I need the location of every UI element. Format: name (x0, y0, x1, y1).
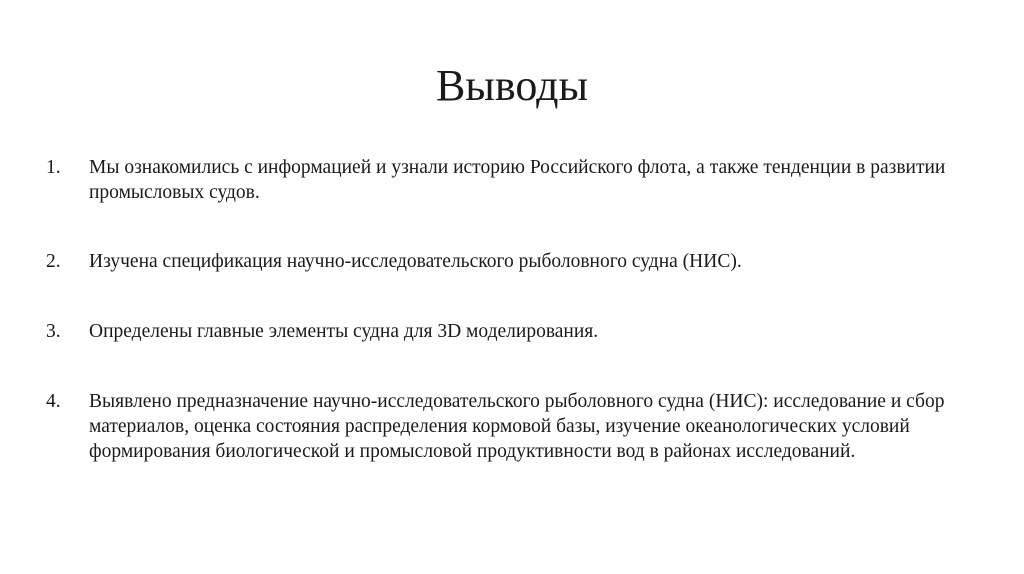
list-item (46, 249, 986, 274)
list-item-number: 2. (46, 251, 61, 272)
list-item (46, 319, 986, 344)
list-item (46, 155, 986, 205)
list-item-text: Изучена спецификация научно-исследовательского рыболовного судна (НИС). (89, 251, 742, 272)
list-item-text: Определены главные элементы судна для 3D моделирования. (89, 321, 599, 342)
list-item-number: 3. (46, 321, 61, 342)
list-item-number: 4. (46, 391, 61, 412)
list-item-text: Мы ознакомились с информацией и узнали историю Российского флота, а также тенденции в развитии промысловых судов. (89, 157, 946, 203)
list-item (46, 389, 986, 464)
list-item-text: Выявлено предназначение научно-исследовательского рыболовного судна (НИС): исследование и сбор материалов, оценка состояния распределения кормовой базы, изучение океанологических условий формирования биологической и промысловой продуктивности вод в районах исследований. (89, 391, 945, 462)
list-item-number: 1. (46, 157, 61, 178)
conclusions-list (46, 155, 986, 464)
slide-title: Выводы (435, 61, 589, 110)
